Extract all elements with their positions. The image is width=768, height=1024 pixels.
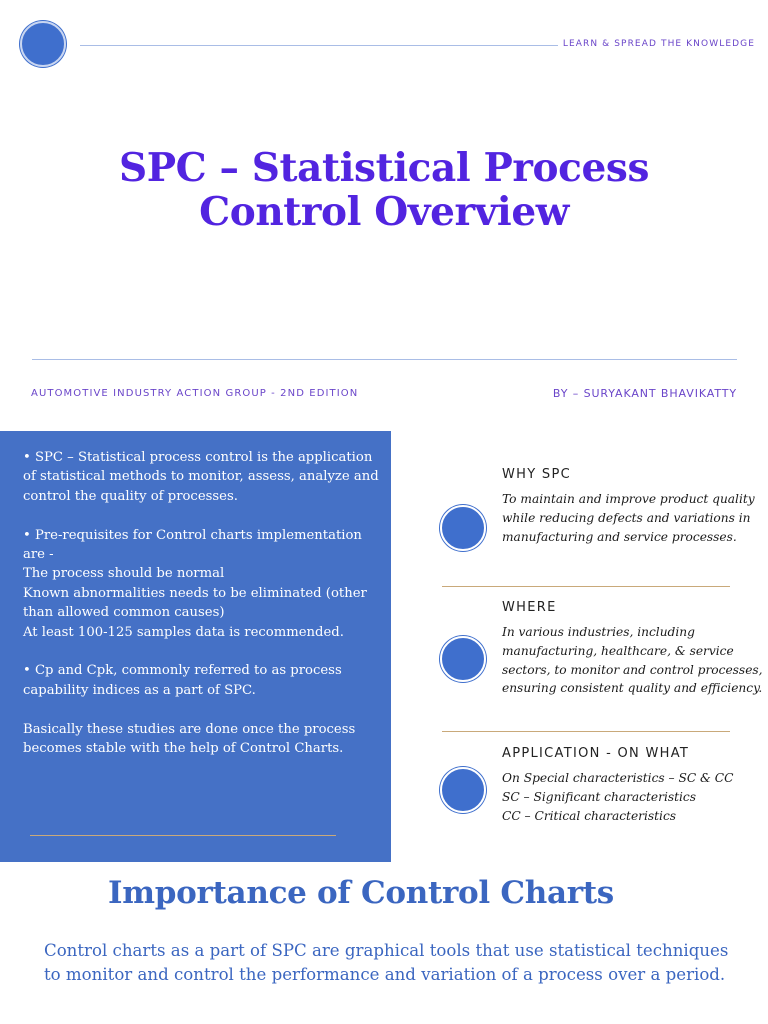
panel-paragraph-spc: • SPC – Statistical process control is the application of statistical methods to monitor, assess, analyze and control the quality of processes. — [23, 450, 379, 504]
page-title: SPC – Statistical Process Control Overview — [118, 145, 650, 235]
panel-paragraph-studies: Basically these studies are done once the process becomes stable with the help of Control Charts. — [23, 721, 356, 757]
application-line-critical: CC – Critical characteristics — [502, 808, 677, 823]
panel-paragraph-cpk: • Cp and Cpk, commonly referred to as process capability indices as a part of SPC. — [23, 663, 342, 698]
section-rule — [442, 586, 730, 587]
panel-line-prerequisites: • Pre-requisites for Control charts implementation are - — [23, 527, 362, 563]
author-label: BY – SURYAKANT BHAVIKATTY — [552, 387, 737, 400]
header-circle-decoration — [20, 21, 66, 67]
application-line-significant: SC – Significant characteristics — [502, 789, 696, 804]
why-spc-heading: WHY SPC — [502, 467, 571, 482]
application-circle-icon — [440, 767, 486, 813]
panel-line-normal: The process should be normal — [23, 566, 225, 582]
panel-line-abnormalities: Known abnormalities needs to be eliminated (other than allowed common causes) — [23, 585, 367, 621]
where-circle-icon — [440, 636, 486, 682]
where-body — [502, 623, 764, 698]
why-spc-circle-icon — [440, 505, 486, 551]
source-label: AUTOMOTIVE INDUSTRY ACTION GROUP - 2ND EDITION — [31, 388, 359, 399]
where-text: In various industries, including manufacturing, healthcare, & service sectors, to monitor and control processes, ensuring consistent quality and efficiency. — [502, 625, 763, 696]
panel-line-samples: At least 100-125 samples data is recommended. — [23, 624, 344, 640]
header-tagline: LEARN & SPREAD THE KNOWLEDGE — [562, 39, 755, 49]
title-divider — [32, 359, 737, 360]
section-rule — [442, 731, 730, 732]
application-heading: APPLICATION - ON WHAT — [502, 746, 690, 761]
importance-text: Control charts as a part of SPC are graphical tools that use statistical techniques to monitor and control the performance and variation of a process over a period. — [44, 941, 729, 984]
header-rule — [80, 45, 558, 46]
where-heading: WHERE — [502, 600, 557, 615]
application-body — [502, 769, 768, 825]
importance-heading: Importance of Control Charts — [108, 875, 614, 911]
application-line-special: On Special characteristics – SC & CC — [502, 771, 734, 785]
panel-rule — [30, 835, 336, 836]
why-spc-text: To maintain and improve product quality while reducing defects and variations in manufacturing and service processes. — [502, 492, 755, 544]
why-spc-body — [502, 490, 764, 546]
overview-panel-text — [23, 448, 385, 758]
